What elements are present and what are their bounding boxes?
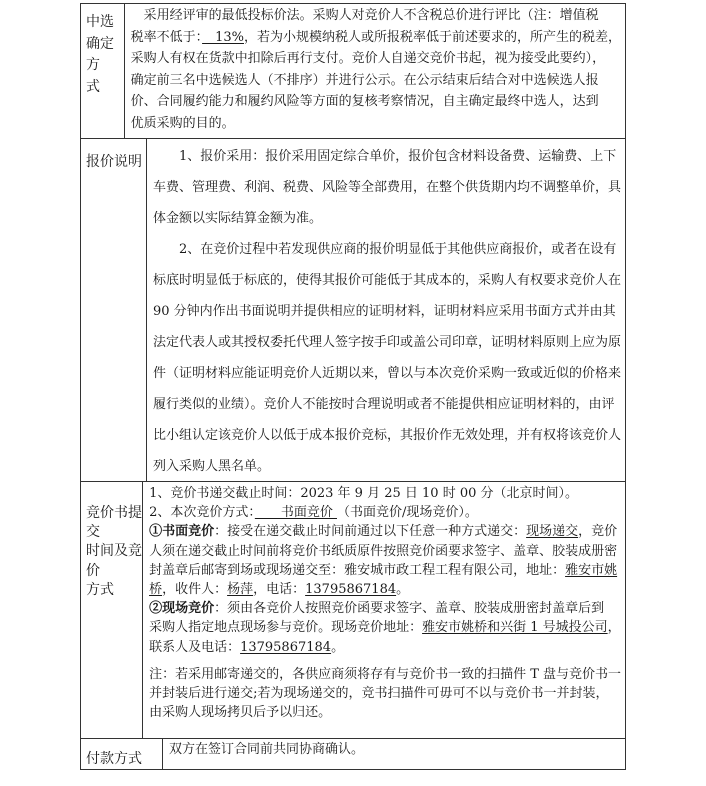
row-label	[81, 139, 147, 481]
text-segment: 并封装后进行递交;若为现场递交的，竞书扫描件可毋可不以与竞价书一并封装，	[149, 686, 609, 702]
text-segment: 采购人有权在货款中扣除后再行支付。竞价人自递交竞价书起，视为接受此要约），	[130, 51, 606, 66]
text-line	[149, 684, 621, 703]
text-segment: 2、在竞价过程中若发现供应商的报价明显低于其他供应商报价，或者在设有	[152, 242, 617, 257]
row-content	[163, 739, 625, 769]
text-line	[131, 5, 621, 27]
text-segment: 采购人指定地点现场参与竞价。现场竞价地址：	[149, 620, 423, 636]
row-label-line: 时间及竞价	[86, 543, 142, 579]
underlined-value: 13%	[202, 29, 244, 45]
row-content	[143, 482, 625, 738]
text-segment: 。	[331, 639, 345, 655]
row-content	[147, 139, 625, 481]
text-line	[149, 665, 621, 684]
procurement-terms-table	[80, 3, 626, 770]
text-segment: 封盖章后邮寄到场或现场递交至：雅安城市政工程工程有限公司，地址：	[149, 562, 566, 578]
text-line	[153, 203, 621, 234]
underlined-value: 杨萍	[227, 582, 254, 598]
text-line	[169, 741, 621, 759]
text-segment: 双方在签订合同前共同协商确认。	[169, 742, 365, 757]
row-label-line: 付款方式	[86, 751, 142, 767]
text-segment: ，竞价	[578, 524, 618, 540]
underlined-value: 书面竞价	[254, 505, 337, 521]
row-label-line: 竞价书提交	[86, 505, 142, 541]
text-line	[149, 484, 621, 503]
text-segment: 件（证明材料应能证明竞价人近期以来，曾以与本次竞价采购一致或近似的价格来	[152, 366, 621, 381]
text-line	[149, 522, 621, 541]
row-content	[125, 4, 625, 138]
bold-heading: ②现场竞价	[149, 601, 215, 617]
text-segment: 税率不低于：	[130, 29, 203, 45]
row-label	[81, 739, 163, 769]
text-segment: 。	[396, 582, 410, 598]
underlined-value: 桥	[149, 582, 163, 598]
text-line	[153, 141, 621, 172]
text-segment: 1、竞价书递交截止时间：2023 年 9 月 25 日 10 时 00 分（北京时间）。	[149, 486, 579, 501]
row-payment-method	[81, 739, 625, 770]
text-segment: ，若为小规模纳税人或所报税率低于前述要求的，所产生的税差，	[243, 29, 621, 45]
row-quotation-notes	[81, 139, 625, 482]
text-line	[153, 296, 621, 327]
text-line	[149, 542, 621, 561]
text-line	[131, 27, 621, 49]
row-label	[81, 4, 125, 138]
text-segment: 采用经评审的最低投标价法。采购人对竞价人不含税总价进行评比（注：增值税	[130, 8, 599, 23]
text-line	[149, 580, 621, 599]
row-winner-determination	[81, 4, 625, 139]
text-segment: 体金额以实际结算金额为准。	[152, 211, 322, 226]
text-segment: 人须在递交截止时间前将竞价书纸质原件按照竞价函要求签字、盖章、胶装成册密	[149, 543, 618, 559]
text-segment: 2、本次竞价方式：	[149, 505, 255, 521]
text-line	[149, 618, 621, 637]
underlined-value: 雅安市姚	[565, 562, 618, 578]
text-line	[153, 451, 621, 482]
text-line	[131, 113, 621, 135]
text-line	[153, 420, 621, 451]
text-segment: 90 分钟内作出书面说明并提供相应的证明材料，证明材料应采用书面方式并由其	[152, 304, 616, 319]
underlined-value: 现场递交	[526, 524, 579, 540]
text-segment: ：接受在递交截止时间前通过以下任意一种方式递交：	[214, 524, 527, 540]
text-segment: ：须由各竞价人按照竞价函要求签字、盖章、胶装成册密封盖章后到	[214, 601, 605, 617]
text-segment: 联系人及电话：	[149, 639, 241, 655]
text-line	[153, 358, 621, 389]
row-label-line: 报价说明	[86, 154, 142, 170]
text-segment: 履行类似的业绩）。竞价人不能按时合理说明或者不能提供相应证明材料的，由评	[152, 397, 615, 412]
text-line	[149, 599, 621, 618]
row-submission-time-and-method	[81, 482, 625, 739]
text-segment: （书面竞价/现场竞价）。	[336, 505, 478, 521]
row-label-line: 方式	[86, 581, 114, 598]
text-segment: 法定代表人或其授权委托代理人签字按手印或盖公司印章，证明材料原则上应为原	[152, 335, 621, 350]
text-segment: 确定前三名中选候选人（不排序）并进行公示。在公示结束后结合对中选候选人报	[130, 72, 599, 88]
text-line	[149, 503, 621, 522]
text-line	[131, 48, 621, 70]
text-line	[131, 70, 621, 92]
underlined-value: 雅安市姚桥和兴街 1 号城投公司	[422, 620, 608, 636]
underlined-value: 13795867184	[240, 639, 332, 655]
text-segment: 比小组认定该竞价人以低于成本报价竞标，其报价作无效处理，并有权将该竞价人	[152, 428, 621, 443]
text-segment: 由采购人现场拷贝后予以归还。	[149, 705, 332, 721]
row-label-line: 式	[86, 78, 100, 95]
row-label-line: 中选确定方	[86, 14, 114, 73]
text-line	[149, 703, 621, 722]
text-segment: 标底时明显低于标底的，使得其报价可能低于其成本的，采购人有权要求竞价人在	[152, 273, 621, 288]
text-line	[153, 234, 621, 265]
text-segment: 注：若采用邮寄递交的，各供应商须将存有与竞价书一致的扫描件 T 盘与竞价书一	[149, 666, 621, 682]
text-line	[153, 389, 621, 420]
text-line	[153, 327, 621, 358]
text-segment: ，电话：	[253, 582, 306, 598]
text-line	[131, 91, 621, 113]
text-segment: 1、报价采用：报价采用固定综合单价，报价包含材料设备费、运输费、上下	[152, 149, 617, 164]
text-segment: ，	[607, 620, 621, 636]
text-segment: 价、合同履约能力和履约风险等方面的复核考察情况，自主确定最终中选人，达到	[130, 94, 599, 109]
text-segment: ，收件人：	[162, 582, 228, 598]
text-line	[153, 265, 621, 296]
text-segment: 列入采购人黑名单。	[152, 459, 270, 474]
underlined-value: 13795867184	[305, 582, 397, 598]
text-line	[149, 561, 621, 580]
text-line	[149, 638, 621, 657]
text-segment: 车费、管理费、利润、税费、风险等全部费用，在整个供货期内均不调整单价，具	[152, 180, 621, 195]
row-label	[81, 482, 143, 738]
bold-heading: ①书面竞价	[149, 524, 215, 540]
text-line	[153, 172, 621, 203]
text-segment: 优质采购的目的。	[130, 115, 235, 131]
